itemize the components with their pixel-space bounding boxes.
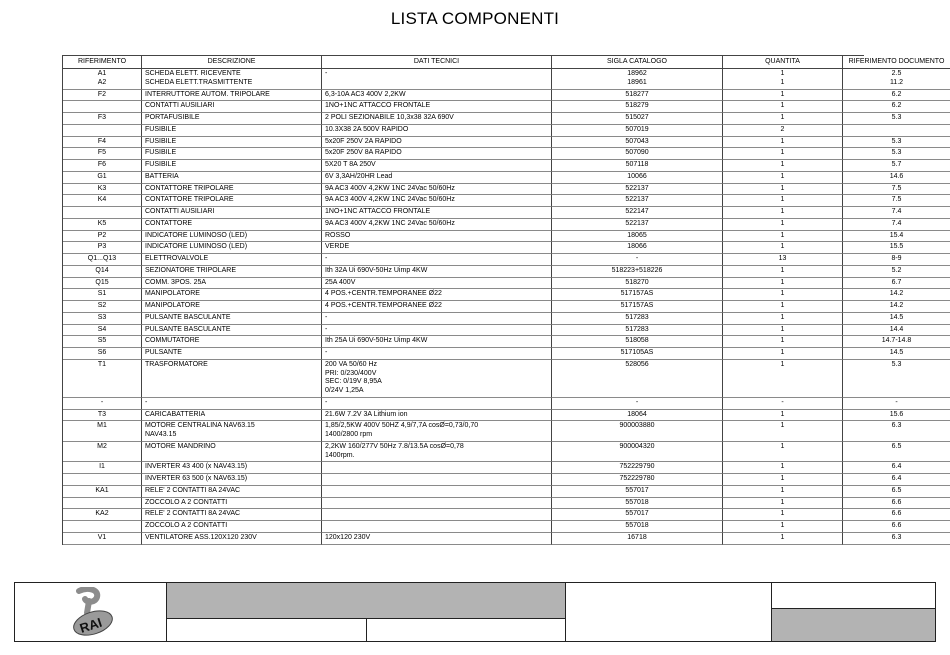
cell-dati-tecnici [322,474,552,486]
cell-riferimento: S3 [63,313,142,325]
cell-riferimento: Q14 [63,266,142,278]
cell-quantita: 1 [723,160,843,172]
cell-quantita: 1 [723,486,843,498]
cell-sigla-catalogo: 515027 [552,113,723,125]
cell-sigla-catalogo: - [552,398,723,410]
cell-riferimento-documento: 6.6 [843,509,950,521]
cell-riferimento: G1 [63,172,142,184]
cell-riferimento [63,498,142,510]
cell-descrizione: FUSIBILE [142,148,322,160]
cell-descrizione: INTERRUTTORE AUTOM. TRIPOLARE [142,90,322,102]
cell-sigla-catalogo: 518223+518226 [552,266,723,278]
header-riferimento: RIFERIMENTO [63,56,142,69]
cell-riferimento: F6 [63,160,142,172]
cell-quantita: 1 [723,137,843,149]
cell-riferimento: S6 [63,348,142,360]
cell-sigla-catalogo: 522137 [552,195,723,207]
cell-sigla-catalogo: 557017 [552,486,723,498]
cell-riferimento-documento: 6.7 [843,278,950,290]
cell-descrizione: CONTATTORE TRIPOLARE [142,184,322,196]
cell-descrizione: FUSIBILE [142,160,322,172]
cell-riferimento-documento: 6.5 [843,486,950,498]
cell-descrizione: COMM. 3POS. 25A [142,278,322,290]
cell-dati-tecnici: Ith 32A Ui 690V-50Hz Uimp 4KW [322,266,552,278]
title-field-3 [565,583,772,641]
cell-riferimento-documento: 7.5 [843,195,950,207]
cell-quantita: 1 [723,533,843,545]
cell-dati-tecnici: 9A AC3 400V 4,2KW 1NC 24Vac 50/60Hz [322,195,552,207]
cell-riferimento-documento: 2.5 11.2 [843,69,950,90]
cell-sigla-catalogo: 900004320 [552,442,723,463]
cell-quantita: 1 [723,184,843,196]
cell-sigla-catalogo: 18066 [552,242,723,254]
cell-riferimento [63,474,142,486]
cell-riferimento-documento: 5.7 [843,160,950,172]
cell-descrizione: RELE' 2 CONTATTI 8A 24VAC [142,486,322,498]
cell-dati-tecnici: 120x120 230V [322,533,552,545]
cell-riferimento-documento [843,125,950,137]
cell-sigla-catalogo: 518058 [552,336,723,348]
cell-descrizione: - [142,398,322,410]
cell-riferimento-documento: 6.6 [843,498,950,510]
cell-quantita: 1 [723,313,843,325]
cell-dati-tecnici [322,509,552,521]
cell-dati-tecnici: 25A 400V [322,278,552,290]
cell-dati-tecnici: 21.6W 7.2V 3A Lithium ion [322,410,552,422]
cell-quantita: 2 [723,125,843,137]
cell-riferimento: S4 [63,325,142,337]
cell-dati-tecnici: ROSSO [322,231,552,243]
cell-riferimento: KA2 [63,509,142,521]
cell-dati-tecnici: 6,3-10A AC3 400V 2,2KW [322,90,552,102]
cell-quantita: 1 [723,242,843,254]
cell-riferimento-documento: 7.5 [843,184,950,196]
title-block [14,582,936,642]
cell-sigla-catalogo: 507090 [552,148,723,160]
cell-riferimento-documento: 5.3 [843,137,950,149]
cell-sigla-catalogo: 507118 [552,160,723,172]
header-dati-tecnici: DATI TECNICI [322,56,552,69]
cell-dati-tecnici: 5x20F 250V 2A RAPIDO [322,137,552,149]
cell-quantita: 1 [723,231,843,243]
cell-riferimento: K4 [63,195,142,207]
cell-riferimento: S1 [63,289,142,301]
cell-riferimento: A1 A2 [63,69,142,90]
cell-quantita: 1 [723,325,843,337]
cell-quantita: 1 [723,474,843,486]
cell-riferimento: KA1 [63,486,142,498]
cell-quantita: 1 [723,360,843,398]
cell-sigla-catalogo: 16718 [552,533,723,545]
cell-riferimento-documento: 6.6 [843,521,950,533]
cell-descrizione: VENTILATORE ASS.120X120 230V [142,533,322,545]
cell-quantita: 1 [723,113,843,125]
cell-dati-tecnici: VERDE [322,242,552,254]
cell-riferimento-documento: 14.5 [843,313,950,325]
cell-riferimento [63,521,142,533]
cell-descrizione: CARICABATTERIA [142,410,322,422]
cell-riferimento-documento: 6.2 [843,90,950,102]
cell-quantita: 1 [723,521,843,533]
cell-riferimento: T1 [63,360,142,398]
cell-quantita: 1 [723,348,843,360]
cell-riferimento-documento: 15.4 [843,231,950,243]
cell-sigla-catalogo: 517157AS [552,301,723,313]
cell-dati-tecnici: 1,85/2,5KW 400V 50HZ 4,9/7,7A cosØ=0,73/0,70 1400/2800 rpm [322,421,552,442]
cell-riferimento: S5 [63,336,142,348]
cell-sigla-catalogo: 518279 [552,101,723,113]
cell-sigla-catalogo: 900003880 [552,421,723,442]
cell-dati-tecnici: 6V 3,3AH/20HR Lead [322,172,552,184]
cell-riferimento-documento: 6.3 [843,533,950,545]
cell-riferimento-documento: 6.5 [843,442,950,463]
header-descrizione: DESCRIZIONE [142,56,322,69]
cell-riferimento-documento: 8-9 [843,254,950,266]
title-field-1 [167,619,367,641]
cell-riferimento-documento: 5.3 [843,113,950,125]
cell-quantita: 1 [723,498,843,510]
cell-riferimento-documento: 14.7-14.8 [843,336,950,348]
cell-riferimento: - [63,398,142,410]
title-field-gray-2 [772,609,935,641]
cell-dati-tecnici: - [322,398,552,410]
page-title: LISTA COMPONENTI [390,9,560,28]
title-field-2 [367,619,565,641]
cell-dati-tecnici: - [322,325,552,337]
cell-sigla-catalogo: 518277 [552,90,723,102]
cell-quantita: 1 [723,148,843,160]
cell-descrizione: PULSANTE BASCULANTE [142,313,322,325]
logo-text: RAI [77,614,104,636]
cell-sigla-catalogo: 10066 [552,172,723,184]
cell-descrizione: INDICATORE LUMINOSO (LED) [142,231,322,243]
cell-dati-tecnici [322,498,552,510]
cell-riferimento: M1 [63,421,142,442]
cell-descrizione: CONTATTORE [142,219,322,231]
cell-sigla-catalogo: 518270 [552,278,723,290]
cell-dati-tecnici: - [322,313,552,325]
cell-riferimento-documento: 6.2 [843,101,950,113]
cell-descrizione: CONTATTORE TRIPOLARE [142,195,322,207]
cell-descrizione: FUSIBILE [142,137,322,149]
cell-dati-tecnici: 4 POS.+CENTR.TEMPORANEE Ø22 [322,289,552,301]
cell-descrizione: MANIPOLATORE [142,289,322,301]
cell-riferimento: S2 [63,301,142,313]
cell-descrizione: INVERTER 63 500 (x NAV63.15) [142,474,322,486]
cell-riferimento-documento: 5.2 [843,266,950,278]
cell-quantita: 1 [723,509,843,521]
cell-descrizione: SEZIONATORE TRIPOLARE [142,266,322,278]
cell-descrizione: PORTAFUSIBILE [142,113,322,125]
cell-descrizione: INVERTER 43 400 (x NAV43.15) [142,462,322,474]
cell-descrizione: ZOCCOLO A 2 CONTATTI [142,498,322,510]
cell-descrizione: CONTATTI AUSILIARI [142,207,322,219]
cell-descrizione: SCHEDA ELETT. RICEVENTE SCHEDA ELETT.TRASMITTENTE [142,69,322,90]
cell-quantita: 1 [723,289,843,301]
cell-riferimento: F5 [63,148,142,160]
cell-sigla-catalogo: 557017 [552,509,723,521]
cell-quantita: 1 [723,195,843,207]
cell-quantita: 1 [723,172,843,184]
cell-riferimento: F4 [63,137,142,149]
cell-riferimento-documento: 6.4 [843,462,950,474]
cell-riferimento [63,101,142,113]
cell-dati-tecnici: 4 POS.+CENTR.TEMPORANEE Ø22 [322,301,552,313]
cell-quantita: 1 [723,421,843,442]
cell-riferimento-documento: 7.4 [843,219,950,231]
cell-riferimento: V1 [63,533,142,545]
cell-dati-tecnici: - [322,348,552,360]
cell-riferimento-documento: 15.5 [843,242,950,254]
cell-quantita: 1 [723,462,843,474]
header-riferimento-documento: RIFERIMENTO DOCUMENTO [843,56,950,69]
cell-sigla-catalogo: 517283 [552,313,723,325]
cell-quantita: 1 [723,442,843,463]
cell-quantita: 1 [723,90,843,102]
cell-quantita: 1 [723,301,843,313]
cell-riferimento-documento: 5.3 [843,148,950,160]
cell-quantita: 1 [723,336,843,348]
cell-sigla-catalogo: 507019 [552,125,723,137]
cell-dati-tecnici: 9A AC3 400V 4,2KW 1NC 24Vac 50/60Hz [322,184,552,196]
cell-sigla-catalogo: 517283 [552,325,723,337]
cell-riferimento: T3 [63,410,142,422]
cell-riferimento-documento: 15.6 [843,410,950,422]
cell-dati-tecnici: 5X20 T 8A 250V [322,160,552,172]
cell-riferimento-documento: 14.6 [843,172,950,184]
cell-sigla-catalogo: 522137 [552,184,723,196]
cell-sigla-catalogo: 557018 [552,521,723,533]
cell-quantita: 1 [723,410,843,422]
cell-riferimento [63,207,142,219]
cell-sigla-catalogo: - [552,254,723,266]
cell-dati-tecnici: 1NO+1NC ATTACCO FRONTALE [322,207,552,219]
cell-dati-tecnici: 10.3X38 2A 500V RAPIDO [322,125,552,137]
cell-riferimento: K5 [63,219,142,231]
cell-riferimento: P2 [63,231,142,243]
cell-sigla-catalogo: 18065 [552,231,723,243]
cell-sigla-catalogo: 517105AS [552,348,723,360]
cell-riferimento [63,125,142,137]
cell-descrizione: MANIPOLATORE [142,301,322,313]
cell-dati-tecnici [322,462,552,474]
cell-sigla-catalogo: 507043 [552,137,723,149]
cell-sigla-catalogo: 517157AS [552,289,723,301]
cell-quantita: 1 [723,219,843,231]
cell-sigla-catalogo: 528056 [552,360,723,398]
cell-riferimento-documento: 7.4 [843,207,950,219]
cell-sigla-catalogo: 557018 [552,498,723,510]
cell-descrizione: BATTERIA [142,172,322,184]
cell-riferimento-documento: 14.2 [843,289,950,301]
cell-dati-tecnici: 200 VA 50/60 Hz PRI: 0/230/400V SEC: 0/19V 8,95A 0/24V 1,25A [322,360,552,398]
cell-riferimento-documento: 6.3 [843,421,950,442]
cell-dati-tecnici: 1NO+1NC ATTACCO FRONTALE [322,101,552,113]
cell-quantita: 1 [723,278,843,290]
cell-riferimento: P3 [63,242,142,254]
cell-riferimento: Q15 [63,278,142,290]
cell-riferimento: I1 [63,462,142,474]
header-sigla-catalogo: SIGLA CATALOGO [552,56,723,69]
cell-dati-tecnici: 5x20F 250V 8A RAPIDO [322,148,552,160]
cell-quantita: - [723,398,843,410]
cell-riferimento: K3 [63,184,142,196]
cell-descrizione: RELE' 2 CONTATTI 8A 24VAC [142,509,322,521]
cell-quantita: 1 [723,101,843,113]
cell-dati-tecnici [322,521,552,533]
cell-dati-tecnici: Ith 25A Ui 690V-50Hz Uimp 4KW [322,336,552,348]
cell-dati-tecnici: - [322,69,552,90]
cell-descrizione: MOTORE MANDRINO [142,442,322,463]
cell-sigla-catalogo: 752229790 [552,462,723,474]
cell-riferimento: F2 [63,90,142,102]
cell-quantita: 1 1 [723,69,843,90]
cell-dati-tecnici: - [322,254,552,266]
cell-dati-tecnici [322,486,552,498]
cell-sigla-catalogo: 522147 [552,207,723,219]
cell-riferimento-documento: 14.2 [843,301,950,313]
cell-descrizione: COMMUTATORE [142,336,322,348]
header-quantita: QUANTITA [723,56,843,69]
cell-descrizione: ZOCCOLO A 2 CONTATTI [142,521,322,533]
cell-descrizione: MOTORE CENTRALINA NAV63.15 NAV43.15 [142,421,322,442]
cell-descrizione: PULSANTE BASCULANTE [142,325,322,337]
cell-quantita: 1 [723,207,843,219]
cell-sigla-catalogo: 522137 [552,219,723,231]
cell-dati-tecnici: 2,2KW 160/277V 50Hz 7.8/13.5A cosØ=0,78 1400rpm. [322,442,552,463]
cell-dati-tecnici: 2 POLI SEZIONABILE 10,3x38 32A 690V [322,113,552,125]
cell-sigla-catalogo: 752229780 [552,474,723,486]
logo-cell [15,583,167,641]
cell-descrizione: ELETTROVALVOLE [142,254,322,266]
cell-quantita: 1 [723,266,843,278]
cell-riferimento: F3 [63,113,142,125]
cell-riferimento-documento: 14.4 [843,325,950,337]
cell-descrizione: FUSIBILE [142,125,322,137]
cell-descrizione: PULSANTE [142,348,322,360]
cell-riferimento: Q1...Q13 [63,254,142,266]
company-logo [65,587,121,639]
title-field-gray-1 [167,583,565,619]
cell-riferimento: M2 [63,442,142,463]
cell-sigla-catalogo: 18064 [552,410,723,422]
cell-descrizione: CONTATTI AUSILIARI [142,101,322,113]
title-field-4 [772,583,935,609]
cell-descrizione: TRASFORMATORE [142,360,322,398]
cell-riferimento-documento: 5.3 [843,360,950,398]
cell-quantita: 13 [723,254,843,266]
cell-riferimento-documento: 14.5 [843,348,950,360]
cell-riferimento-documento: - [843,398,950,410]
components-table [62,55,945,545]
cell-descrizione: INDICATORE LUMINOSO (LED) [142,242,322,254]
cell-sigla-catalogo: 18962 18961 [552,69,723,90]
cell-dati-tecnici: 9A AC3 400V 4,2KW 1NC 24Vac 50/60Hz [322,219,552,231]
cell-riferimento-documento: 6.4 [843,474,950,486]
